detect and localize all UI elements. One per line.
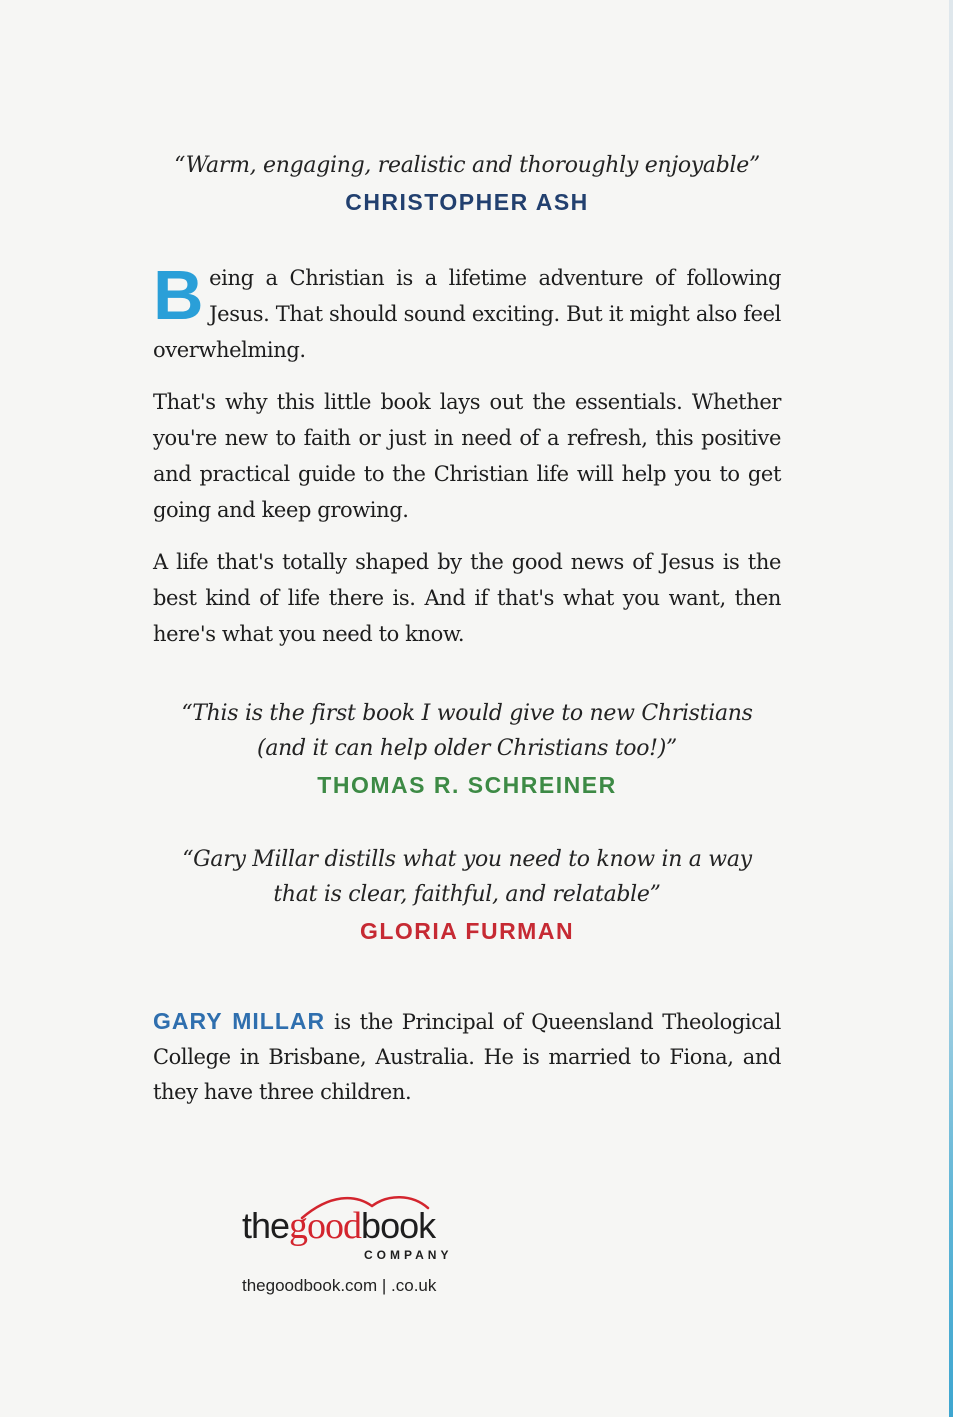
blurb-paragraph-1 [153,256,781,368]
drop-cap: B [153,256,204,334]
blurb-paragraph-1-text: eing a Christian is a lifetime adventure of following Jesus. That should sound exciting. But it might also feel overwhelming. [153,266,781,362]
endorsement-quote-3 [153,842,781,945]
cover-edge-stripe [949,0,953,1417]
quote-text-line-2: that is clear, faithful, and relatable” [273,882,661,907]
wordmark-good: good [289,1205,362,1247]
blurb-paragraph-2: That's why this little book lays out the essentials. Whether you're new to faith or just in need of a refresh, this positive and practical guide to the Christian life will help you to get going and keep growing. [153,390,781,522]
wordmark-company: COMPANY [364,1248,453,1262]
wordmark-the: the [242,1205,290,1246]
quote-author: CHRISTOPHER ASH [345,189,589,215]
quote-text-line-2: (and it can help older Christians too!)” [257,736,677,761]
quote-text-line-1: “Gary Millar distills what you need to know in a way [182,847,752,872]
endorsement-quote-2 [153,696,781,799]
quote-text-line-1: “Warm, engaging, realistic and thoroughly enjoyable” [174,153,760,178]
author-name: GARY MILLAR [153,1008,326,1034]
author-bio [153,1004,781,1110]
wordmark-book: book [361,1205,436,1246]
publisher-url: thegoodbook.com | .co.uk [242,1276,437,1295]
quote-text-line-1: “This is the first book I would give to new Christians [181,701,753,726]
publisher-wordmark [242,1204,435,1248]
blurb-paragraph-3: A life that's totally shaped by the good news of Jesus is the best kind of life there is. And if that's what you want, then here's what you need to know. [153,550,781,646]
quote-author: THOMAS R. SCHREINER [317,772,617,798]
book-blurb [153,256,781,668]
endorsement-quote-1 [153,148,781,216]
quote-author: GLORIA FURMAN [359,918,575,944]
author-bio-text: is the Principal of Queensland Theological College in Brisbane, Australia. He is married to Fiona, and they have three children. [153,1010,781,1104]
